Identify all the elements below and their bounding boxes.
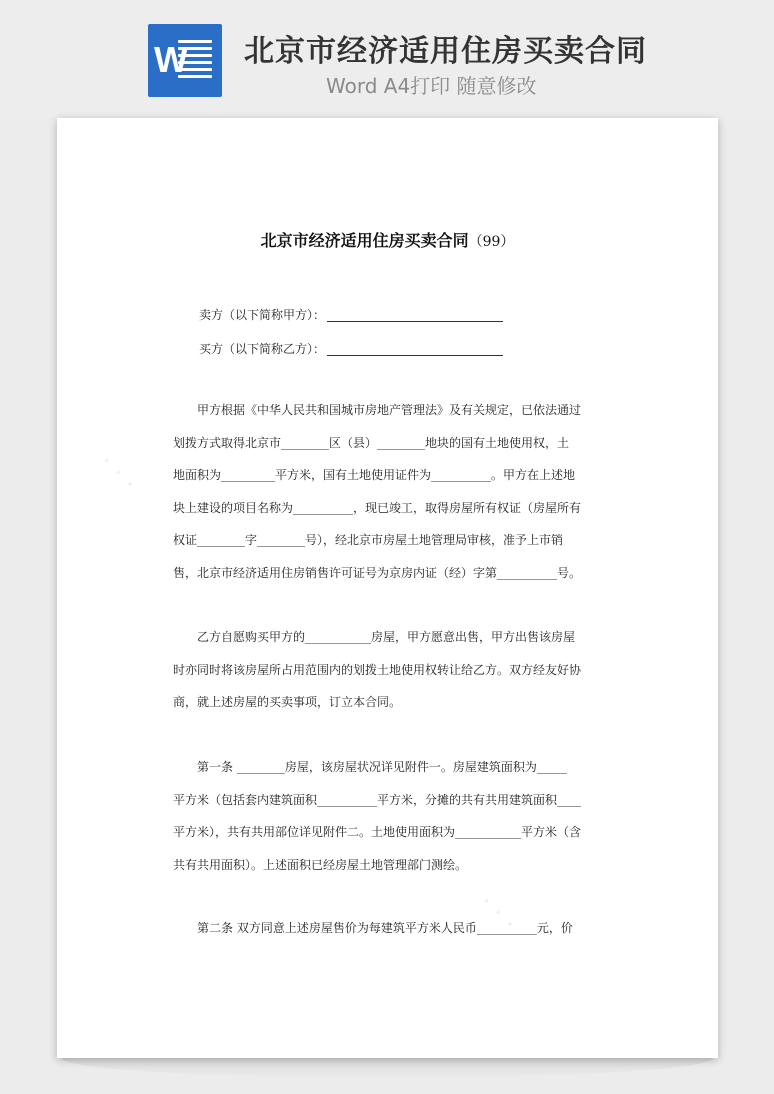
buyer-line xyxy=(199,340,579,357)
paragraph-line: 划拨方式取得北京市________区（县）________地块的国有土地使用权，土 xyxy=(173,435,570,450)
watermark: · · · xyxy=(92,447,143,499)
seller-line xyxy=(199,306,579,323)
header-banner xyxy=(0,0,774,118)
article-1 xyxy=(173,751,603,881)
word-letter: W xyxy=(154,39,188,80)
paragraph-line: 甲方根据《中华人民共和国城市房地产管理法》及有关规定，已依法通过 xyxy=(197,403,582,417)
seller-blank xyxy=(327,310,503,322)
paragraph-line: 块上建设的项目名称为__________，现已竣工，取得房屋所有权证（房屋所有 xyxy=(173,500,582,515)
article-2 xyxy=(173,912,603,945)
paragraph-1 xyxy=(173,394,603,589)
header-title: 北京市经济适用住房买卖合同 xyxy=(244,34,647,69)
paragraph-line: 商，就上述房屋的买卖事项，订立本合同。 xyxy=(173,695,402,709)
paragraph-2 xyxy=(173,621,603,719)
paragraph-line: 共有共用面积）。上述面积已经房屋土地管理部门测绘。 xyxy=(173,857,468,872)
document-title-text: 北京市经济适用住房买卖合同 xyxy=(260,231,469,250)
word-icon xyxy=(148,24,222,97)
document-title-suffix: （99） xyxy=(468,234,515,250)
buyer-label: 买方（以下简称乙方）： xyxy=(199,342,326,356)
paper-shadow xyxy=(62,1058,713,1078)
seller-label: 卖方（以下简称甲方）： xyxy=(199,308,326,322)
document-page xyxy=(57,118,718,1058)
buyer-blank xyxy=(327,344,503,356)
paragraph-line: 地面积为_________平方米，国有土地使用证件为__________。甲方在上述地 xyxy=(173,468,576,482)
document-title xyxy=(57,228,718,251)
paragraph-line: 平方米（包括套内建筑面积__________平方米，分摊的共有共用建筑面积____ xyxy=(173,792,582,807)
paragraph-line: 第一条 ________房屋，该房屋状况详见附件一。房屋建筑面积为_____ xyxy=(197,760,567,774)
paragraph-line: 权证________字________号），经北京市房屋土地管理局审核，准予上市销 xyxy=(173,533,564,547)
paragraph-line: 第二条 双方同意上述房屋售价为每建筑平方米人民币__________元，价 xyxy=(197,921,573,935)
paragraph-line: 平方米），共有共用部位详见附件二。土地使用面积为___________平方米（含 xyxy=(173,825,582,839)
paragraph-line: 售，北京市经济适用住房销售许可证号为京房内证（经）字第__________号。 xyxy=(173,565,582,580)
paragraph-line: 时亦同时将该房屋所占用范围内的划拨土地使用权转让给乙方。双方经友好协 xyxy=(173,662,582,677)
watermark: · · · xyxy=(472,887,523,939)
paragraph-line: 乙方自愿购买甲方的___________房屋，甲方愿意出售，甲方出售该房屋 xyxy=(197,630,576,644)
header-subtitle: Word A4打印 随意修改 xyxy=(326,74,537,98)
